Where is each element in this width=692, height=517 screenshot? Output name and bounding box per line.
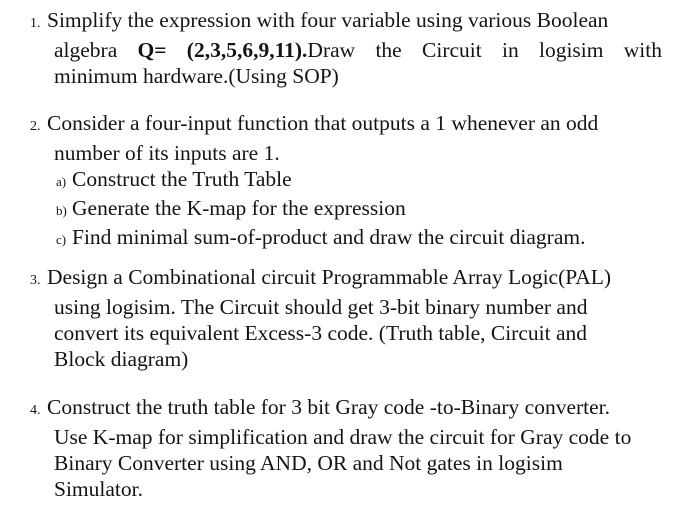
word: Circuit: [422, 38, 482, 62]
sub-question-a: [30, 166, 662, 195]
question-number: 1.: [30, 16, 41, 31]
word: algebra: [54, 38, 118, 62]
question-text: Construct the truth table for 3 bit Gray code -to-Binary converter.: [47, 395, 611, 419]
word: with: [623, 38, 662, 62]
question-4-line-3: Binary Converter using AND, OR and Not gates in logisim: [54, 451, 563, 475]
question-4-line-1: [30, 394, 662, 424]
question-4: [30, 394, 662, 502]
word-mixed: (2,3,5,6,9,11).Draw: [186, 38, 356, 62]
sub-question-text: Find minimal sum-of-product and draw the circuit diagram.: [72, 225, 586, 249]
question-number: 3.: [30, 273, 41, 288]
word: logisim: [538, 38, 604, 62]
question-3: [30, 264, 662, 372]
question-4-line-2: Use K-map for simplification and draw the circuit for Gray code to: [54, 425, 632, 449]
question-3-line-4: Block diagram): [54, 347, 189, 371]
question-2-line-1: [30, 110, 662, 140]
question-1-line-3: minimum hardware.(Using SOP): [54, 64, 339, 88]
sub-question-b: [30, 195, 662, 224]
question-number: 4.: [30, 403, 41, 418]
question-1: [30, 7, 662, 89]
question-3-line-1: [30, 264, 662, 294]
question-text: Design a Combinational circuit Programmable Array Logic(PAL): [47, 265, 612, 289]
sub-question-text: Generate the K-map for the expression: [72, 196, 406, 220]
question-1-line-2: [30, 37, 662, 63]
word: the: [375, 38, 402, 62]
question-2-line-2: number of its inputs are 1.: [54, 141, 280, 165]
bold-word: Q=: [137, 38, 167, 62]
question-2: [30, 110, 662, 253]
sub-question-text: Construct the Truth Table: [72, 167, 292, 191]
question-3-line-3: convert its equivalent Excess-3 code. (Truth table, Circuit and: [54, 321, 587, 345]
question-number: 2.: [30, 119, 41, 134]
bold-minterms: (2,3,5,6,9,11).: [186, 38, 308, 62]
sub-question-label: a): [56, 174, 67, 189]
sub-question-c: [30, 224, 662, 253]
question-text: Consider a four-input function that outputs a 1 whenever an odd: [47, 111, 599, 135]
sub-question-label: c): [56, 232, 67, 247]
sub-question-label: b): [56, 203, 67, 218]
question-3-line-2: using logisim. The Circuit should get 3-bit binary number and: [54, 295, 588, 319]
word: in: [501, 38, 519, 62]
question-4-line-4: Simulator.: [54, 477, 143, 501]
question-text: Simplify the expression with four variable using various Boolean: [47, 8, 609, 32]
question-1-line-1: [30, 7, 662, 37]
